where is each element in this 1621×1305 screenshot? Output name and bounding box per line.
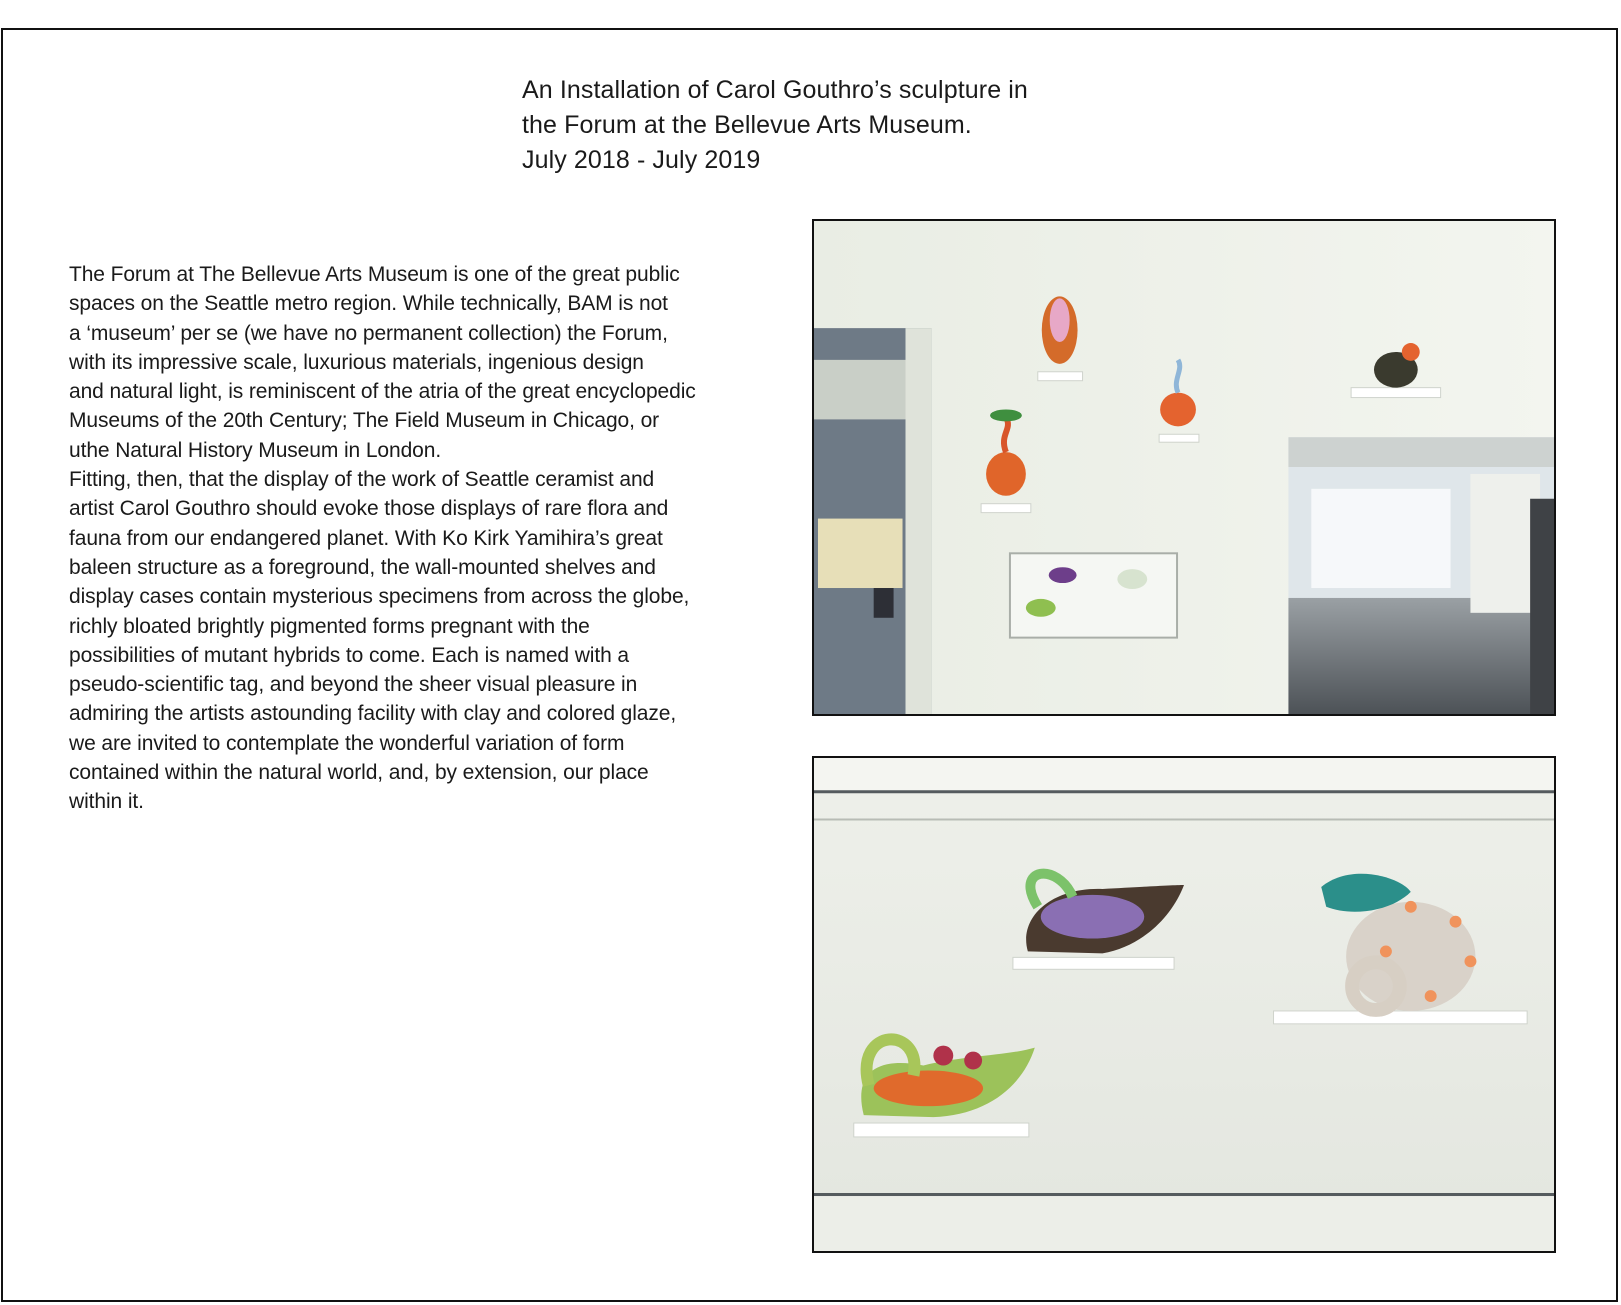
body-line: fauna from our endangered planet. With Ko Kirk Yamihira’s great	[69, 526, 663, 550]
body-line: The Forum at The Bellevue Arts Museum is one of the great public	[69, 263, 680, 286]
case-sculpture	[1026, 599, 1056, 617]
shelf	[1159, 434, 1199, 442]
sculpture-dot	[1450, 916, 1462, 928]
gallery-ceiling	[1288, 437, 1554, 467]
shelf	[1274, 1011, 1528, 1024]
lobby-shop	[818, 519, 903, 588]
body-line: and natural light, is reminiscent of the atria of the great encyclopedic	[69, 380, 696, 404]
body-paragraph	[69, 260, 789, 817]
shelf	[1038, 372, 1083, 381]
body-line: Fitting, then, that the display of the work of Seattle ceramist and	[69, 468, 655, 492]
body-line: a ‘museum’ per se (we have no permanent collection) the Forum,	[69, 321, 668, 345]
sculpture-purple-cavity	[1041, 895, 1144, 939]
body-line: Museums of the 20th Century; The Field Museum in Chicago, or	[69, 409, 660, 433]
case-top	[814, 758, 1554, 792]
shelf	[1351, 388, 1441, 398]
body-line: with its impressive scale, luxurious materials, ingenious design	[69, 350, 644, 374]
case-sculpture	[1049, 567, 1077, 583]
sculpture-detail	[1050, 298, 1070, 342]
lobby-ceiling	[814, 360, 906, 420]
display-case	[1010, 553, 1177, 637]
case-sculpture	[1117, 569, 1147, 589]
gallery-window	[1311, 489, 1450, 588]
body-line: admiring the artists astounding facility with clay and colored glaze,	[69, 702, 677, 726]
gallery-floor	[1288, 598, 1554, 714]
sculpture	[986, 452, 1026, 496]
body-line: contained within the natural world, and, by extension, our place	[69, 761, 649, 785]
display-case-photo	[812, 756, 1556, 1253]
body-line: pseudo-scientific tag, and beyond the sheer visual pleasure in	[69, 673, 638, 697]
sculpture-dot	[1464, 955, 1476, 967]
sculpture	[1160, 393, 1196, 427]
sculpture-dot	[1405, 901, 1417, 913]
body-line: within it.	[69, 790, 144, 814]
shelf	[981, 504, 1031, 513]
body-line: display cases contain mysterious specimens from across the globe,	[69, 585, 690, 609]
page-title	[522, 73, 1142, 178]
sculpture-top	[990, 409, 1022, 421]
wall-edge	[906, 328, 932, 714]
title-line-3: July 2018 - July 2019	[522, 146, 761, 174]
lobby-person	[874, 588, 894, 618]
sculpture-dot	[1425, 990, 1437, 1002]
body-line: artist Carol Gouthro should evoke those displays of rare flora and	[69, 497, 669, 521]
shelf	[854, 1123, 1029, 1137]
sculpture-green-cavity	[874, 1070, 983, 1106]
title-line-1: An Installation of Carol Gouthro’s sculpture in	[522, 76, 1028, 104]
sculpture-detail	[933, 1046, 953, 1066]
body-line: uthe Natural History Museum in London.	[69, 438, 442, 462]
sculpture-detail	[964, 1052, 982, 1070]
case-wall	[814, 758, 1554, 1251]
body-line: baleen structure as a foreground, the wall-mounted shelves and	[69, 555, 656, 579]
body-line: spaces on the Seattle metro region. While technically, BAM is not	[69, 292, 668, 316]
shelf	[1013, 957, 1174, 969]
gallery-wall-illustration	[814, 221, 1554, 714]
body-line: richly bloated brightly pigmented forms pregnant with the	[69, 614, 590, 638]
body-line: possibilities of mutant hybrids to come. Each is named with a	[69, 643, 629, 667]
gallery-wall-photo	[812, 219, 1556, 716]
sculpture-dot	[1380, 945, 1392, 957]
body-line: we are invited to contemplate the wonderful variation of form	[69, 731, 625, 755]
gallery-door	[1530, 499, 1554, 714]
case-base	[814, 1196, 1554, 1251]
display-case-illustration	[814, 758, 1554, 1251]
sculpture-detail	[1402, 343, 1420, 361]
gallery-wall	[1470, 474, 1540, 613]
title-line-2: the Forum at the Bellevue Arts Museum.	[522, 111, 972, 139]
